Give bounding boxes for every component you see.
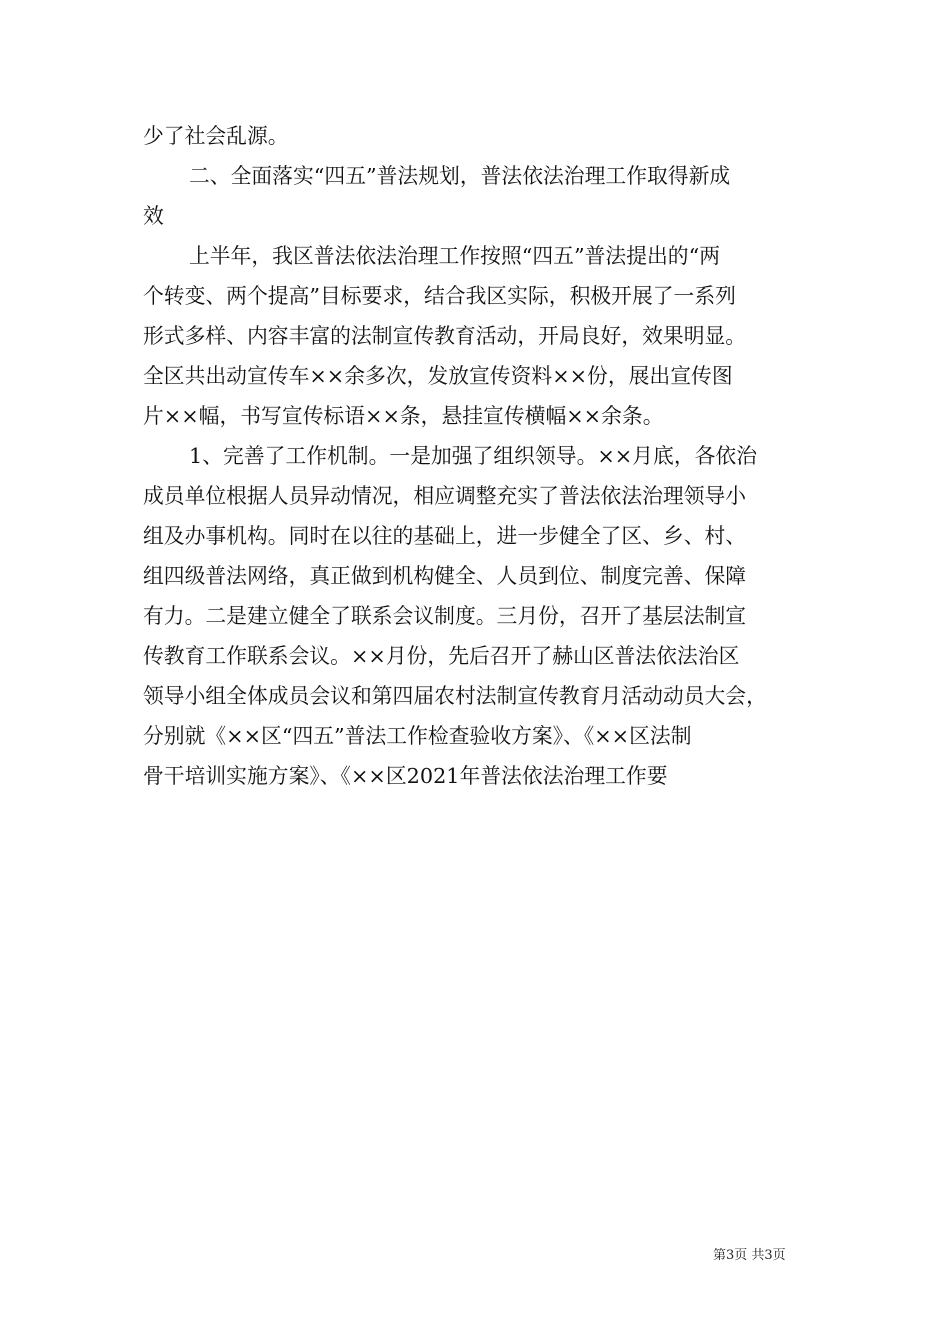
text-line: 片××幅，书写宣传标语××条，悬挂宣传横幅××余条。 bbox=[143, 404, 664, 428]
text-line: 传教育工作联系会议。××月份，先后召开了赫山区普法依法治区 bbox=[143, 644, 740, 668]
text-line: 全区共出动宣传车××余多次，发放宣传资料××份，展出宣传图 bbox=[143, 364, 733, 388]
text-line: 骨干培训实施方案》、《××区2021年普法依法治理工作要 bbox=[143, 764, 668, 788]
text-line: 个转变、两个提高”目标要求，结合我区实际，积极开展了一系列 bbox=[143, 284, 736, 308]
section-heading-continued: 效 bbox=[143, 204, 164, 228]
section-heading: 二、全面落实“四五”普法规划，普法依法治理工作取得新成 bbox=[189, 164, 731, 188]
page-number-footer: 第3页 共3页 bbox=[713, 1248, 786, 1263]
text-line: 有力。二是建立健全了联系会议制度。三月份，召开了基层法制宣 bbox=[143, 604, 747, 628]
text-line: 1、完善了工作机制。一是加强了组织领导。××月底，各依治 bbox=[189, 444, 758, 468]
text-line: 领导小组全体成员会议和第四届农村法制宣传教育月活动动员大会， bbox=[143, 684, 767, 708]
body-text bbox=[143, 116, 823, 796]
text-line: 少了社会乱源。 bbox=[143, 124, 289, 148]
text-line: 分别就《××区“四五”普法工作检查验收方案》、《××区法制 bbox=[143, 724, 692, 748]
text-line: 上半年，我区普法依法治理工作按照“四五”普法提出的“两 bbox=[189, 244, 721, 268]
text-line: 组及办事机构。同时在以往的基础上，进一步健全了区、乡、村、 bbox=[143, 524, 747, 548]
text-line: 组四级普法网络，真正做到机构健全、人员到位、制度完善、保障 bbox=[143, 564, 747, 588]
text-line: 成员单位根据人员异动情况，相应调整充实了普法依法治理领导小 bbox=[143, 484, 747, 508]
text-line: 形式多样、内容丰富的法制宣传教育活动，开局良好，效果明显。 bbox=[143, 324, 747, 348]
